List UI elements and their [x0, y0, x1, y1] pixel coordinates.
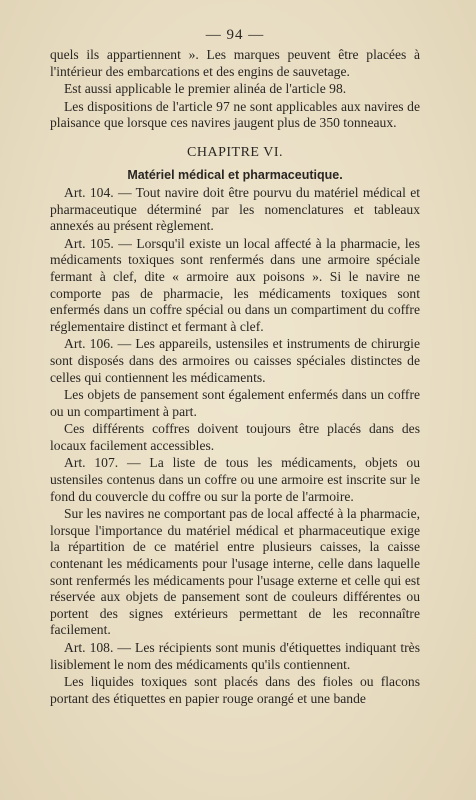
chapter-title: CHAPITRE VI. [187, 144, 283, 160]
section-title: Matériel médical et pharmaceutique. [127, 167, 343, 182]
page-number: — 94 — [205, 27, 265, 43]
page-content [50, 25, 420, 707]
paragraph: Sur les navires ne comportant pas de local affecté à la pharmacie, lorsque l'importance du matériel médical et pharmaceutique exige la répartition de ce matériel entre plusieurs caisses, la caisse contenant les médicaments pour l'usage interne, celle dans laquelle sont renfermés les médicaments pour l'usage externe et celle qui est réservée aux objets de pansement sont de couleurs différentes ou portent des signes extérieurs permettant de les reconnaître facilement. [50, 506, 420, 638]
article-105: Art. 105. — Lorsqu'il existe un local affecté à la pharmacie, les médicaments toxiques sont renfermés dans une armoire spéciale fermant à clef, dite « armoire aux poisons ». Si le navire ne comporte pas de pharmacie, les médicaments toxiques sont enfermés dans un coffre spécial ou dans un compartiment du coffre réglementaire distinct et fermant à clef. [50, 235, 420, 334]
article-107: Art. 107. — La liste de tous les médicaments, objets ou ustensiles contenus dans un coffre ou une armoire est inscrite sur le fond du couvercle du coffre ou sur la porte de l'armoire. [50, 455, 420, 504]
article-108: Art. 108. — Les récipients sont munis d'étiquettes indiquant très lisiblement le nom des médicaments qu'ils contiennent. [50, 640, 420, 672]
paragraph: Les dispositions de l'article 97 ne sont applicables aux navires de plaisance que lorsque ces navires jaugent plus de 350 tonneaux. [50, 98, 420, 131]
paragraph: Les objets de pansement sont également enfermés dans un coffre ou un compartiment à part. [50, 387, 420, 419]
paragraph: Les liquides toxiques sont placés dans des fioles ou flacons portant des étiquettes en papier rouge orangé et une bande [50, 674, 420, 706]
paragraph: Est aussi applicable le premier alinéa de l'article 98. [64, 81, 347, 97]
paragraph: Ces différents coffres doivent toujours être placés dans des locaux facilement accessibles. [50, 421, 420, 453]
article-106: Art. 106. — Les appareils, ustensiles et instruments de chirurgie sont disposés dans des armoires ou caisses spéciales distinctes de celles qui contiennent les médicaments. [50, 336, 420, 385]
article-104: Art. 104. — Tout navire doit être pourvu du matériel médical et pharmaceutique déterminé par les nomenclatures et tableaux annexés au présent règlement. [50, 184, 420, 234]
paragraph: quels ils appartiennent ». Les marques peuvent être placées à l'intérieur des embarcations et des engins de sauvetage. [50, 47, 420, 79]
